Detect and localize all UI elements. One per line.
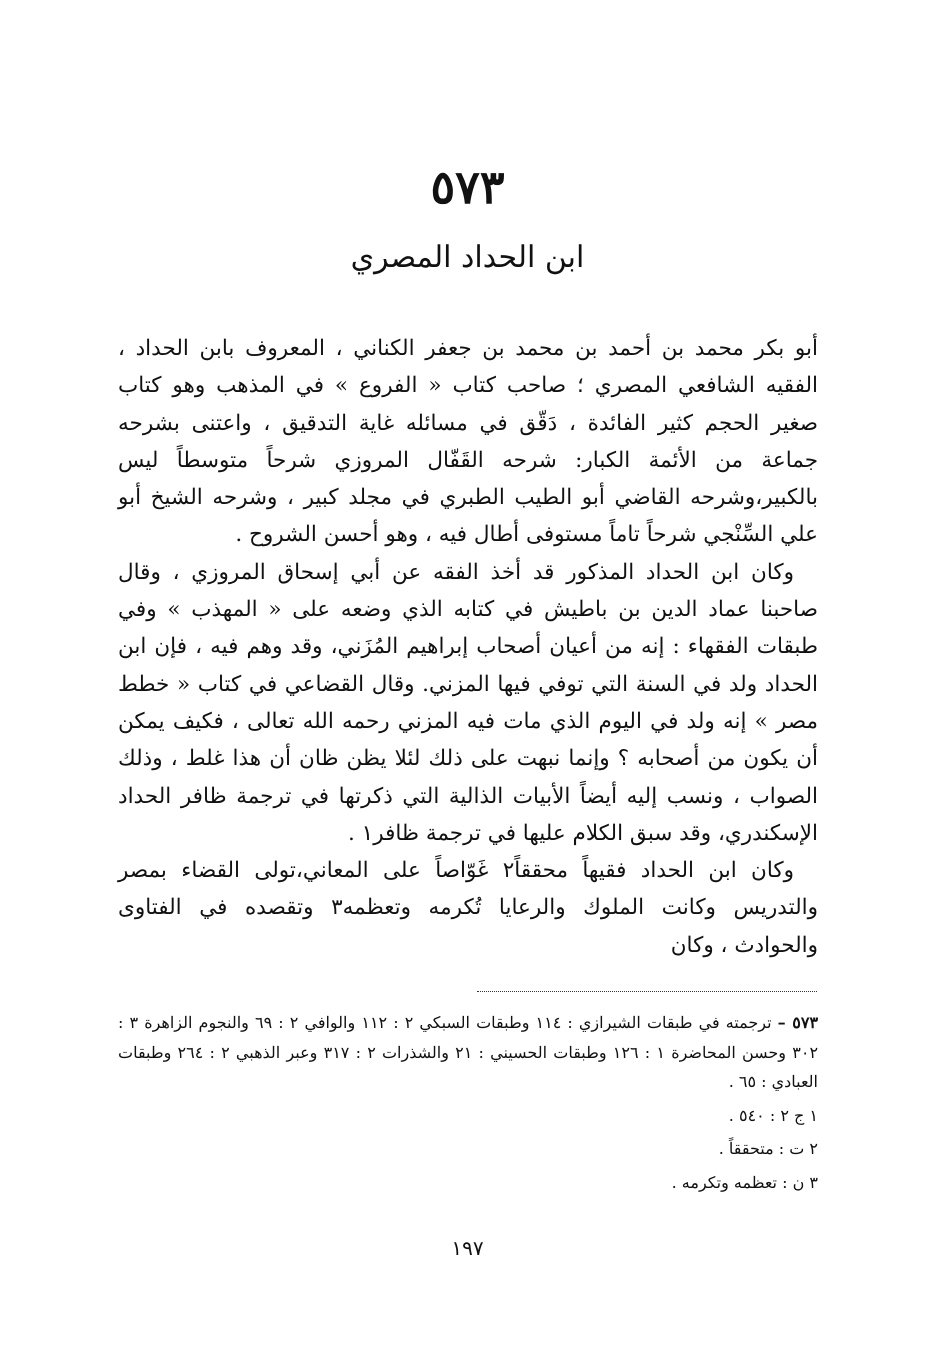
footnote-separator: [477, 991, 817, 992]
footnote-label: ٥٧٣ –: [777, 1013, 819, 1032]
body-text: [118, 330, 818, 964]
footnote-item: ٢ ت : متحققاً .: [718, 1139, 818, 1158]
footnote-main-text: ترجمته في طبقات الشيرازي : ١١٤ وطبقات السبكي ٢ : ١١٢ والوافي ٢ : ٦٩ والنجوم الزاهرة ٣ : ٣٠٢ وحسن المحاضرة ١ : ١٢٦ وطبقات الحسيني : ٢١ والشذرات ٢ : ٣١٧ وعبر الذهبي ٢ : ٢٦٤ وطبقات العبادي : ٦٥ .: [118, 1013, 819, 1091]
paragraph: وكان ابن الحداد فقيهاً محققاً٢ غَوّاصاً على المعاني،تولى القضاء بمصر والتدريس وكانت الملوك والرعايا تُكرمه وتعظمه٣ وتقصده في الفتاوى والحوادث ، وكان: [118, 858, 818, 958]
paragraph: أبو بكر محمد بن أحمد بن محمد بن جعفر الكناني ، المعروف بابن الحداد ، الفقيه الشافعي المصري ؛ صاحب كتاب « الفروع » في المذهب وهو كتاب صغير الحجم كثير الفائدة ، دَقّق في مسائله غاية التدقيق ، واعتنى بشرحه جماعة من الأئمة الكبار: شرحه القَفّال المروزي شرحاً متوسطاً ليس بالكبير،وشرحه القاضي أبو الطيب الطبري في مجلد كبير ، وشرحه الشيخ أبو علي السِّنْجي شرحاً تاماً مستوفى أطال فيه ، وهو أحسن الشروح .: [118, 336, 818, 548]
footnotes: [118, 1008, 818, 1197]
page-number: ١٩٧: [451, 1236, 484, 1260]
footnote-main: [118, 1008, 818, 1097]
paragraph: وكان ابن الحداد المذكور قد أخذ الفقه عن أبي إسحاق المروزي ، وقال صاحبنا عماد الدين بن باطيش في كتابه الذي وضعه على « المهذب » وفي طبقات الفقهاء : إنه من أعيان أصحاب إبراهيم المُزَني، وقد وهم فيه ، فإن ابن الحداد ولد في السنة التي توفي فيها المزني. وقال القضاعي في كتاب « خطط مصر » إنه ولد في اليوم الذي مات فيه المزني رحمه الله تعالى ، فكيف يمكن أن يكون من أصحابه ؟ وإنما نبهت على ذلك لئلا يظن ظان أن هذا غلط ، وذلك الصواب ، ونسب إليه أيضاً الأبيات الذالية التي ذكرتها في ترجمة ظافر الحداد الإسكندري، وقد سبق الكلام عليها في ترجمة ظافر١ .: [118, 559, 818, 846]
footnote-item: ١ ج ٢ : ٥٤٠ .: [728, 1105, 818, 1125]
footnote-item: ٣ ن : تعظمه وتكرمه .: [671, 1172, 818, 1192]
entry-title: ابن الحداد المصري: [350, 240, 585, 275]
entry-number: ٥٧٣: [430, 160, 505, 214]
